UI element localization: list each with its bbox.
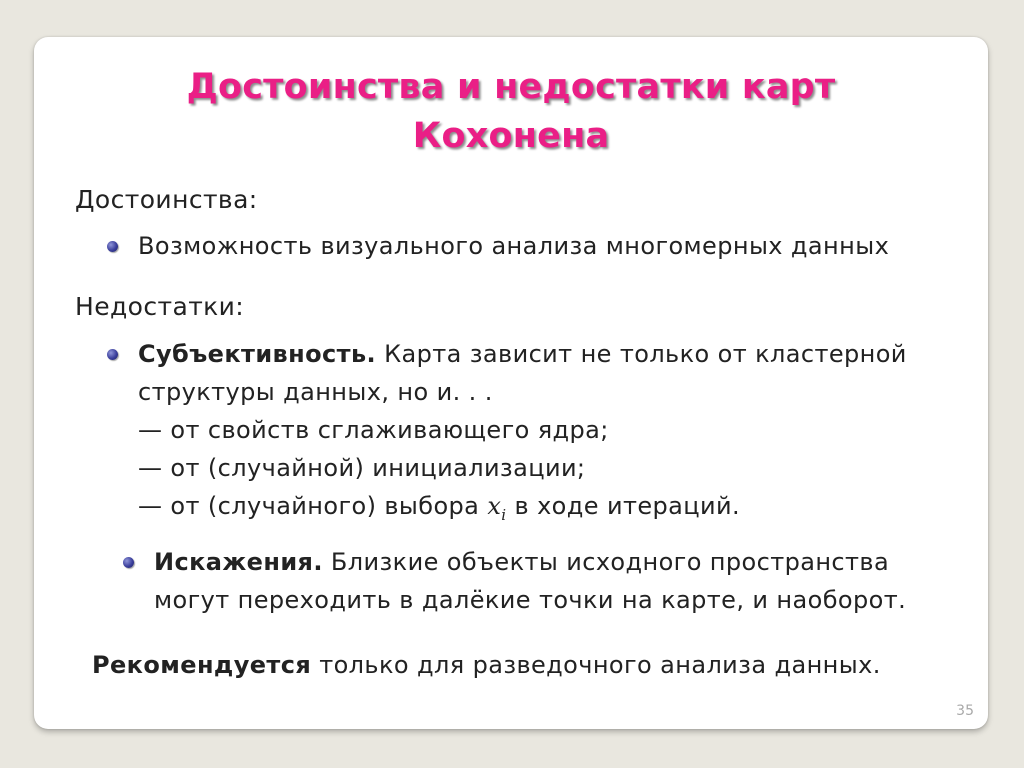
subjectivity-line-2: структуры данных, но и. . . (138, 378, 493, 406)
variable-x: x (487, 492, 502, 520)
distortions-term: Искажения. (154, 548, 323, 576)
subjectivity-dash-2: — от (случайной) инициализации; (138, 454, 586, 482)
subjectivity-dash-3 (138, 490, 740, 531)
subjectivity-dash-1: — от свойств сглаживающего ядра; (138, 416, 609, 444)
slide (34, 37, 988, 729)
subscript-i: i (501, 505, 507, 524)
subjectivity-term: Субъективность. (138, 340, 377, 368)
bullet-icon (123, 557, 134, 568)
dash-3-suffix: в ходе итераций. (506, 492, 740, 520)
advantages-heading: Достоинства: (75, 185, 258, 214)
bullet-icon (107, 349, 118, 360)
slide-title-line-2: Кохонена (412, 116, 610, 156)
slide-title-line-1: Достоинства и недостатки карт (186, 67, 836, 107)
advantage-item: Возможность визуального анализа многомерных данных (138, 232, 890, 260)
distortions-text: Близкие объекты исходного пространства (330, 548, 890, 576)
disadvantages-heading: Недостатки: (75, 292, 245, 321)
recommendation-term: Рекомендуется (92, 651, 312, 679)
subjectivity-text: Карта зависит не только от кластерной (384, 340, 907, 368)
bullet-icon (107, 241, 118, 252)
distortions-line-1 (154, 546, 889, 578)
distortions-line-2: могут переходить в далёкие точки на карте, и наоборот. (154, 586, 907, 614)
subjectivity-line-1 (138, 338, 907, 370)
dash-3-prefix: — от (случайного) выбора (138, 492, 488, 520)
recommendation-text: только для разведочного анализа данных. (311, 651, 881, 679)
recommendation (92, 649, 881, 681)
page-number: 35 (956, 703, 974, 719)
